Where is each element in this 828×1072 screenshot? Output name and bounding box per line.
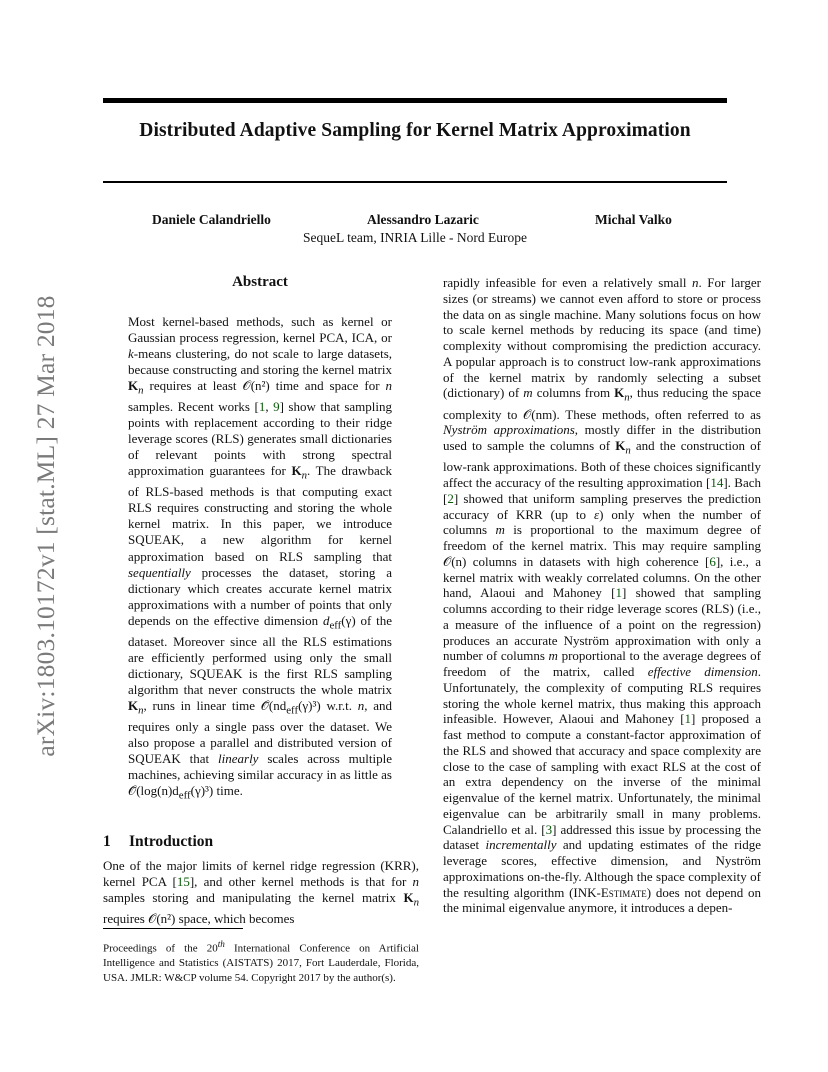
affiliation: SequeL team, INRIA Lille - Nord Europe xyxy=(302,230,528,245)
author-1: Daniele Calandriello xyxy=(152,212,271,227)
title-bottom-rule xyxy=(103,181,727,183)
citation-link[interactable]: 3 xyxy=(545,821,553,837)
section-number: 1 xyxy=(103,833,111,850)
author-3: Michal Valko xyxy=(595,212,672,227)
footnote: Proceedings of the 20th International Conference on Artificial Intelligence and Statistics (AISTATS) 2017, Fort Lauderdale, Florida, USA. JMLR: W&CP volume 54. Copyright 2017 by the author(s). xyxy=(103,939,419,984)
citation-link[interactable]: 14 xyxy=(710,475,724,491)
arxiv-stamp: arXiv:1803.10172v1 [stat.ML] 27 Mar 2018 xyxy=(31,295,60,757)
section-title: Introduction xyxy=(129,833,214,850)
citation-link[interactable]: 6 xyxy=(709,553,716,569)
citation-link[interactable]: 1 xyxy=(684,711,692,727)
abstract-heading: Abstract xyxy=(232,274,288,290)
right-column-text: rapidly infeasible for even a relatively small n. For larger sizes (or streams) we cannot even afford to store or process the data on as single machine. Many solutions focus on how to scale kernel methods by reducing its space (and time) complexity without compromising the prediction accuracy. A popular approach is to construct low-rank approximations of the kernel matrix by randomly selecting a subset (dictionary) of m columns from $K_n$, thus reducing the space complexity to 𝒪(nm). These methods, often referred to as Nyström approximations, mostly differ in the distribution used to sample the columns of $K_n$ and the construction of low-rank approximations. Both of these choices significantly affect the accuracy of the resulting approximation [14]. Bach [2] showed that uniform sampling preserves the prediction accuracy of KRR (up to ε) only when the number of columns m is proportional to the maximum degree of freedom of the kernel matrix. This may require sampling 𝒪(n) columns in datasets with high coherence [6], i.e., a kernel matrix with weakly correlated columns. On the other hand, Alaoui and Mahoney [1] showed that sampling columns according to their ridge leverage scores (RLS) (i.e., a measure of the influence of a point on the regression) produces an accurate Nyström approximation with only a number of columns m proportional to the average degrees of freedom of the matrix, called effective dimension. Unfortunately, the complexity of computing RLS requires storing the whole kernel matrix, thus making this approach infeasible. However, Alaoui and Mahoney [1] proposed a fast method to compute a constant-factor approximation of the RLS and showed that accuracy and space complexity are close to the case of sampling with exact RLS at the cost of an extra dependency on the inverse of the minimal eigenvalue of the kernel matrix. Unfortunately, the minimal eigenvalue can be arbitrarily small in many problems. Calandriello et al. [3] addressed this issue by processing the dataset incrementally and updating estimates of the ridge leverage scores, effective dimension, and Nyström approximations on-the-fly. Although the space complexity of the resulting algorithm (INK-Estimate) does not depend on the minimal eigenvalue anymore, it introduces a depen- xyxy=(443,275,762,916)
footnote-rule xyxy=(103,928,243,929)
citation-link[interactable]: 9 xyxy=(273,399,280,415)
abstract-body: Most kernel-based methods, such as kernel or Gaussian process regression, kernel PCA, ICA, or k-means clustering, do not scale to large datasets, because constructing and storing the kernel matrix $K_n$ requires at least 𝒪(n²) time and space for n samples. Recent works [1, 9] show that sampling points with replacement according to their ridge leverage scores (RLS) generates small dictionaries of relevant points with strong spectral approximation guarantees for $K_n$. The drawback of RLS-based methods is that computing exact RLS requires constructing and storing the whole kernel matrix. In this paper, we introduce SQUEAK, a new algorithm for kernel approximation based on RLS sampling that sequentially processes the dataset, storing a dictionary which creates accurate kernel matrix approximations with a number of points that only depends on the effective dimension $d_{eff}(\gamma)$ of the dataset. Moreover since all the RLS estimations are efficiently performed using only the small dictionary, SQUEAK is the first RLS sampling algorithm that never constructs the whole matrix $K_n$, runs in linear time $𝒪̃(nd_{eff}(\gamma)^3)$ w.r.t. n, and requires only a single pass over the dataset. We also propose a parallel and distributed version of SQUEAK that linearly scales across multiple machines, achieving similar accuracy in as little as $𝒪̃(\log(n)d_{eff}(\gamma)^3)$ time. xyxy=(128,314,393,802)
author-2: Alessandro Lazaric xyxy=(367,212,479,227)
title-top-rule xyxy=(103,98,727,103)
citation-link[interactable]: 15 xyxy=(176,874,190,889)
paper-title: Distributed Adaptive Sampling for Kernel Matrix Approximation xyxy=(139,120,691,141)
citation-link[interactable]: 1 xyxy=(258,399,266,415)
citation-link[interactable]: 1 xyxy=(615,585,622,601)
citation-link[interactable]: 2 xyxy=(447,490,454,506)
section-heading-introduction xyxy=(103,833,213,851)
introduction-left-column: One of the major limits of kernel ridge regression (KRR), kernel PCA [15], and other kernel methods is that for n samples storing and manipulating the kernel matrix $K_n$ requires 𝒪(n²) space, which becomes xyxy=(103,858,419,926)
